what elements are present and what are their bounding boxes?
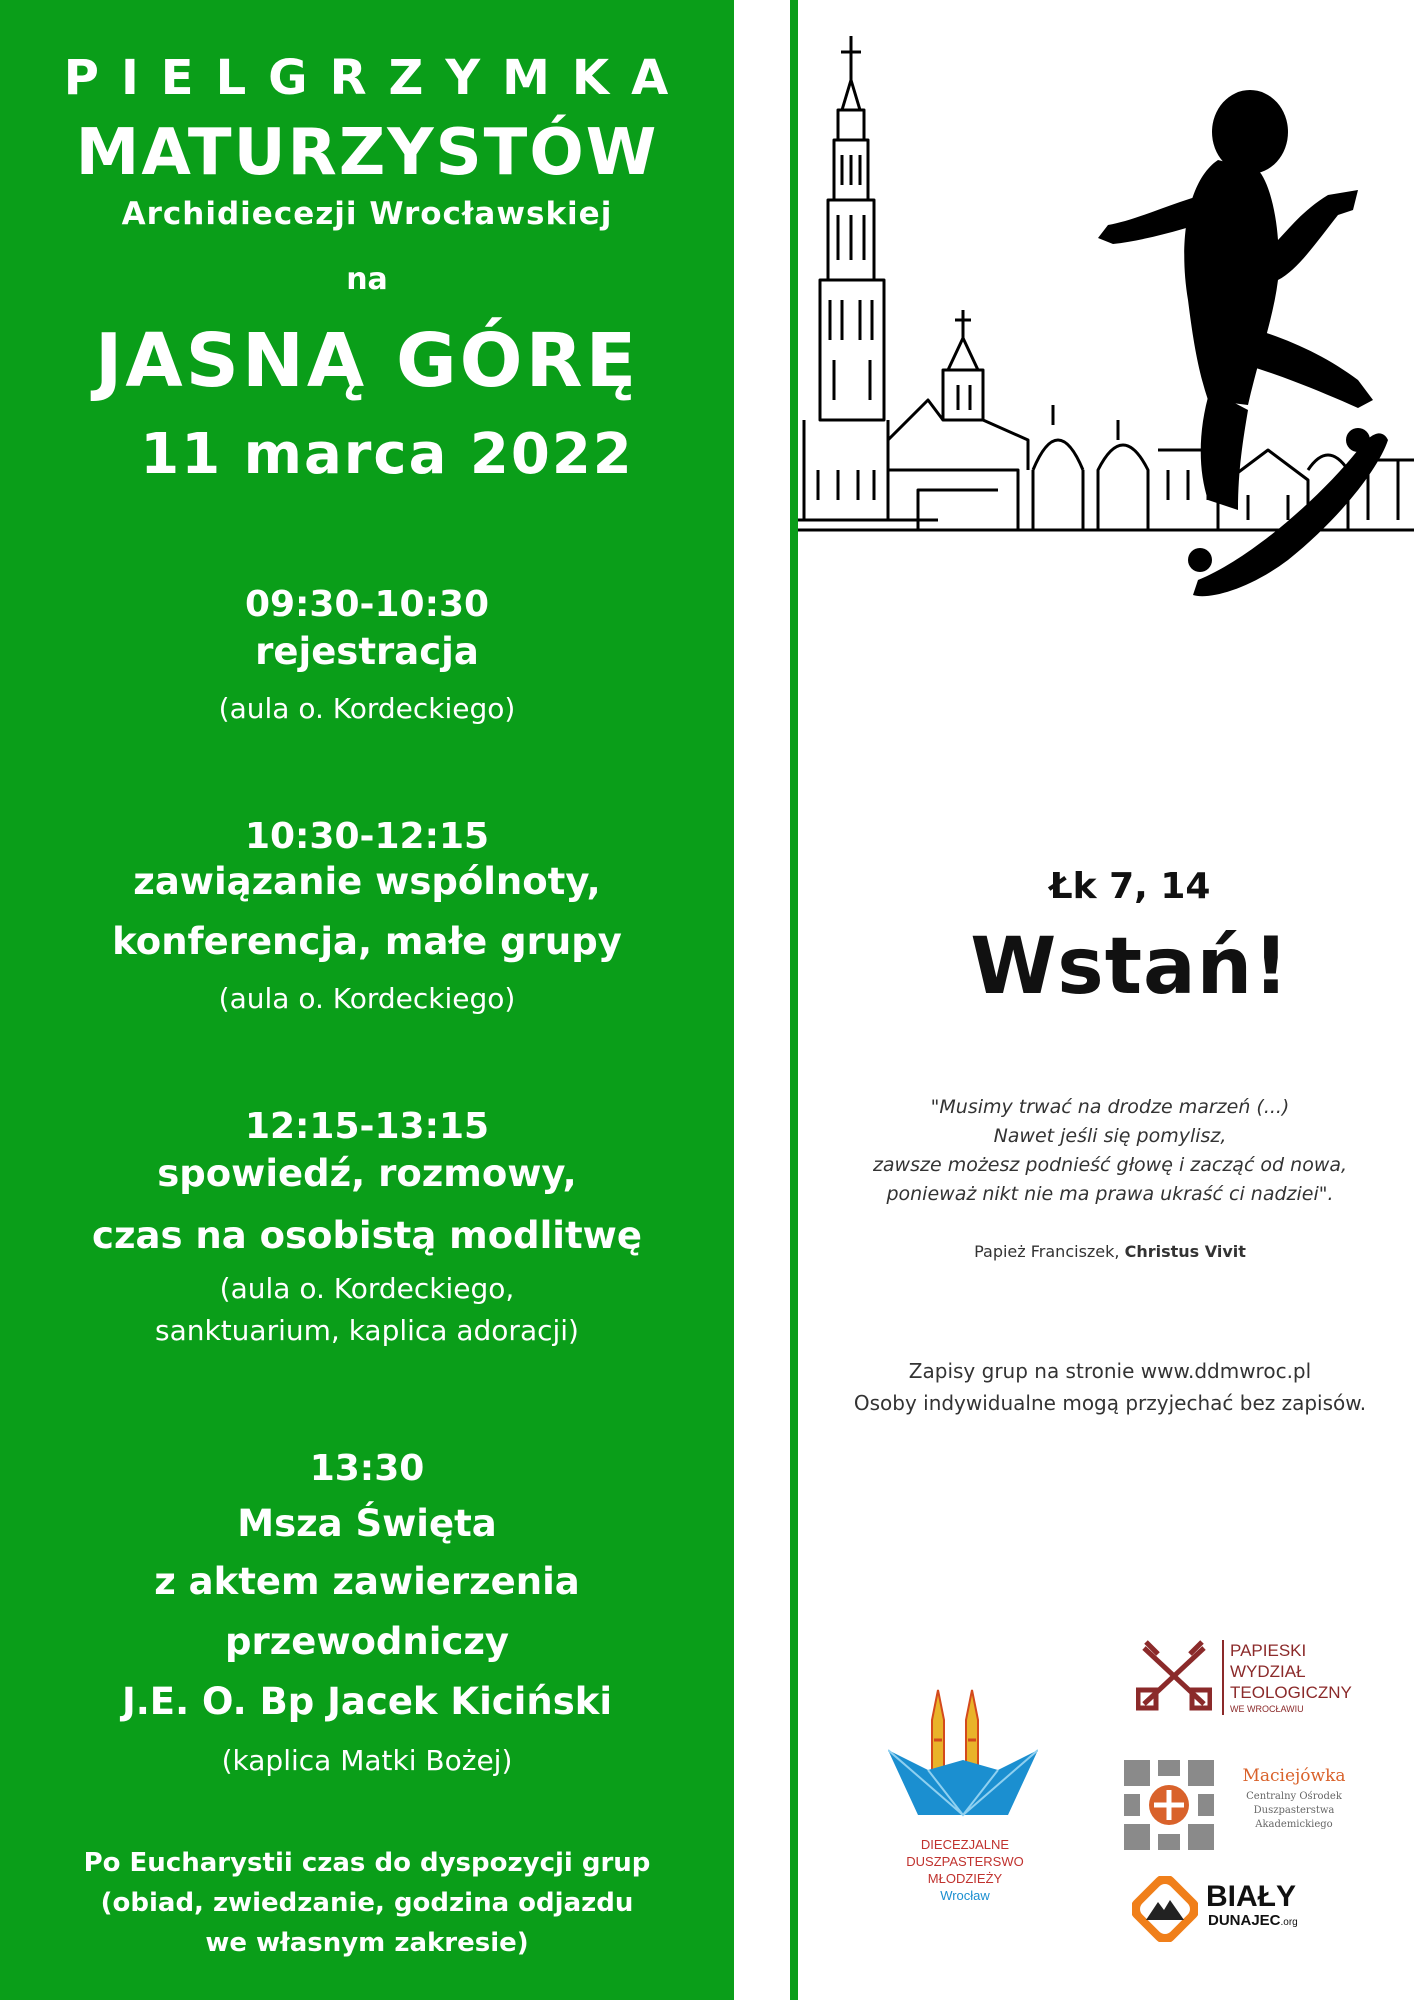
pwt-line: PAPIESKI <box>1230 1641 1307 1660</box>
pwt-line: WYDZIAŁ <box>1230 1662 1306 1681</box>
maciejowka-name: Maciejówka <box>1242 1766 1346 1786</box>
schedule-activity: zawiązanie wspólnoty, <box>133 860 601 903</box>
ddm-boat-cathedral-icon <box>888 1680 1038 1820</box>
divider-green-line <box>790 0 798 2000</box>
schedule-activity: czas na osobistą modlitwę <box>92 1214 642 1257</box>
footer-note: Po Eucharystii czas do dyspozycji grup <box>83 1848 651 1878</box>
schedule-place: (kaplica Matki Bożej) <box>221 1744 513 1777</box>
maciejowka-pattern-icon <box>1124 1760 1214 1850</box>
schedule-activity: spowiedź, rozmowy, <box>157 1152 577 1195</box>
bialy-dunajec-text: DUNAJEC <box>1208 1912 1281 1929</box>
ddm-line: Wrocław <box>940 1888 990 1903</box>
title-archidiecezji: Archidiecezji Wrocławskiej <box>121 196 613 232</box>
title-na: na <box>346 262 388 297</box>
divider-stripe <box>734 0 790 2000</box>
title-pielgrzymka: PIELGRZYMKA <box>63 50 691 106</box>
maciejowka-line: Duszpasterstwa <box>1253 1805 1335 1816</box>
pwt-line: TEOLOGICZNY <box>1230 1683 1352 1702</box>
schedule-place: (aula o. Kordeckiego) <box>218 982 516 1015</box>
event-date: 11 marca 2022 <box>140 422 634 487</box>
schedule-activity: rejestracja <box>255 630 479 673</box>
schedule-time: 10:30-12:15 <box>244 816 490 857</box>
signup-info: Osoby indywidualne mogą przyjechać bez zapisów. <box>853 1391 1367 1415</box>
ddm-logo-text <box>870 1836 1060 1904</box>
schedule-celebrant: J.E. O. Bp Jacek Kiciński <box>121 1680 613 1723</box>
schedule-activity: z aktem zawierzenia <box>154 1560 580 1603</box>
quote-line: zawsze możesz podnieść głowę i zacząć od nowa, <box>872 1154 1348 1176</box>
quote-attribution <box>820 1242 1400 1261</box>
maciejowka-line: Akademickiego <box>1255 1819 1333 1830</box>
schedule-place: sanktuarium, kaplica adoracji) <box>155 1314 579 1347</box>
bialy-name: BIAŁY <box>1206 1880 1296 1913</box>
maciejowka-line: Centralny Ośrodek <box>1246 1791 1342 1802</box>
maciejowka-subtitle <box>1224 1790 1364 1832</box>
schedule-time: 09:30-10:30 <box>244 584 490 625</box>
schedule-place: (aula o. Kordeckiego) <box>218 692 516 725</box>
bialy-dunajec-mountain-icon <box>1132 1876 1198 1942</box>
pwt-line: WE WROCŁAWIU <box>1230 1704 1304 1714</box>
scripture-reference: Łk 7, 14 <box>1049 866 1211 907</box>
schedule-time: 13:30 <box>309 1448 425 1489</box>
quote-line: Nawet jeśli się pomylisz, <box>993 1125 1227 1147</box>
schedule-place: (aula o. Kordeckiego, <box>219 1272 515 1305</box>
skyline-skater-illustration <box>798 0 1414 660</box>
motto: Wstań! <box>970 922 1290 1012</box>
pwt-logo-text <box>1222 1640 1352 1715</box>
schedule-activity: przewodniczy <box>224 1620 510 1663</box>
footer-note: we własnym zakresie) <box>205 1928 529 1958</box>
schedule-activity: Msza Święta <box>237 1502 497 1545</box>
ddm-line: MŁODZIEŻY <box>927 1871 1003 1886</box>
quote-author: Papież Franciszek, <box>974 1242 1125 1261</box>
pwt-keys-icon <box>1136 1640 1212 1712</box>
quote-line: ponieważ nikt nie ma prawa ukraść ci nadziei". <box>886 1183 1334 1205</box>
ddm-line: DUSZPASTERSWO <box>906 1854 1024 1869</box>
ddm-line: DIECEZJALNE <box>920 1837 1010 1852</box>
bialy-subname <box>1208 1912 1298 1929</box>
title-jasna-gora: JASNĄ GÓRĘ <box>94 318 640 404</box>
schedule-time: 12:15-13:15 <box>244 1106 490 1147</box>
signup-info: Zapisy grup na stronie www.ddmwroc.pl <box>908 1359 1312 1383</box>
quote-source: Christus Vivit <box>1124 1242 1246 1261</box>
footer-note: (obiad, zwiedzanie, godzina odjazdu <box>100 1888 634 1918</box>
quote-line: "Musimy trwać na drodze marzeń (...) <box>930 1096 1290 1118</box>
title-maturzystow: MATURZYSTÓW <box>75 116 659 190</box>
schedule-activity: konferencja, małe grupy <box>112 920 622 963</box>
bialy-domain: .org <box>1280 1917 1298 1928</box>
